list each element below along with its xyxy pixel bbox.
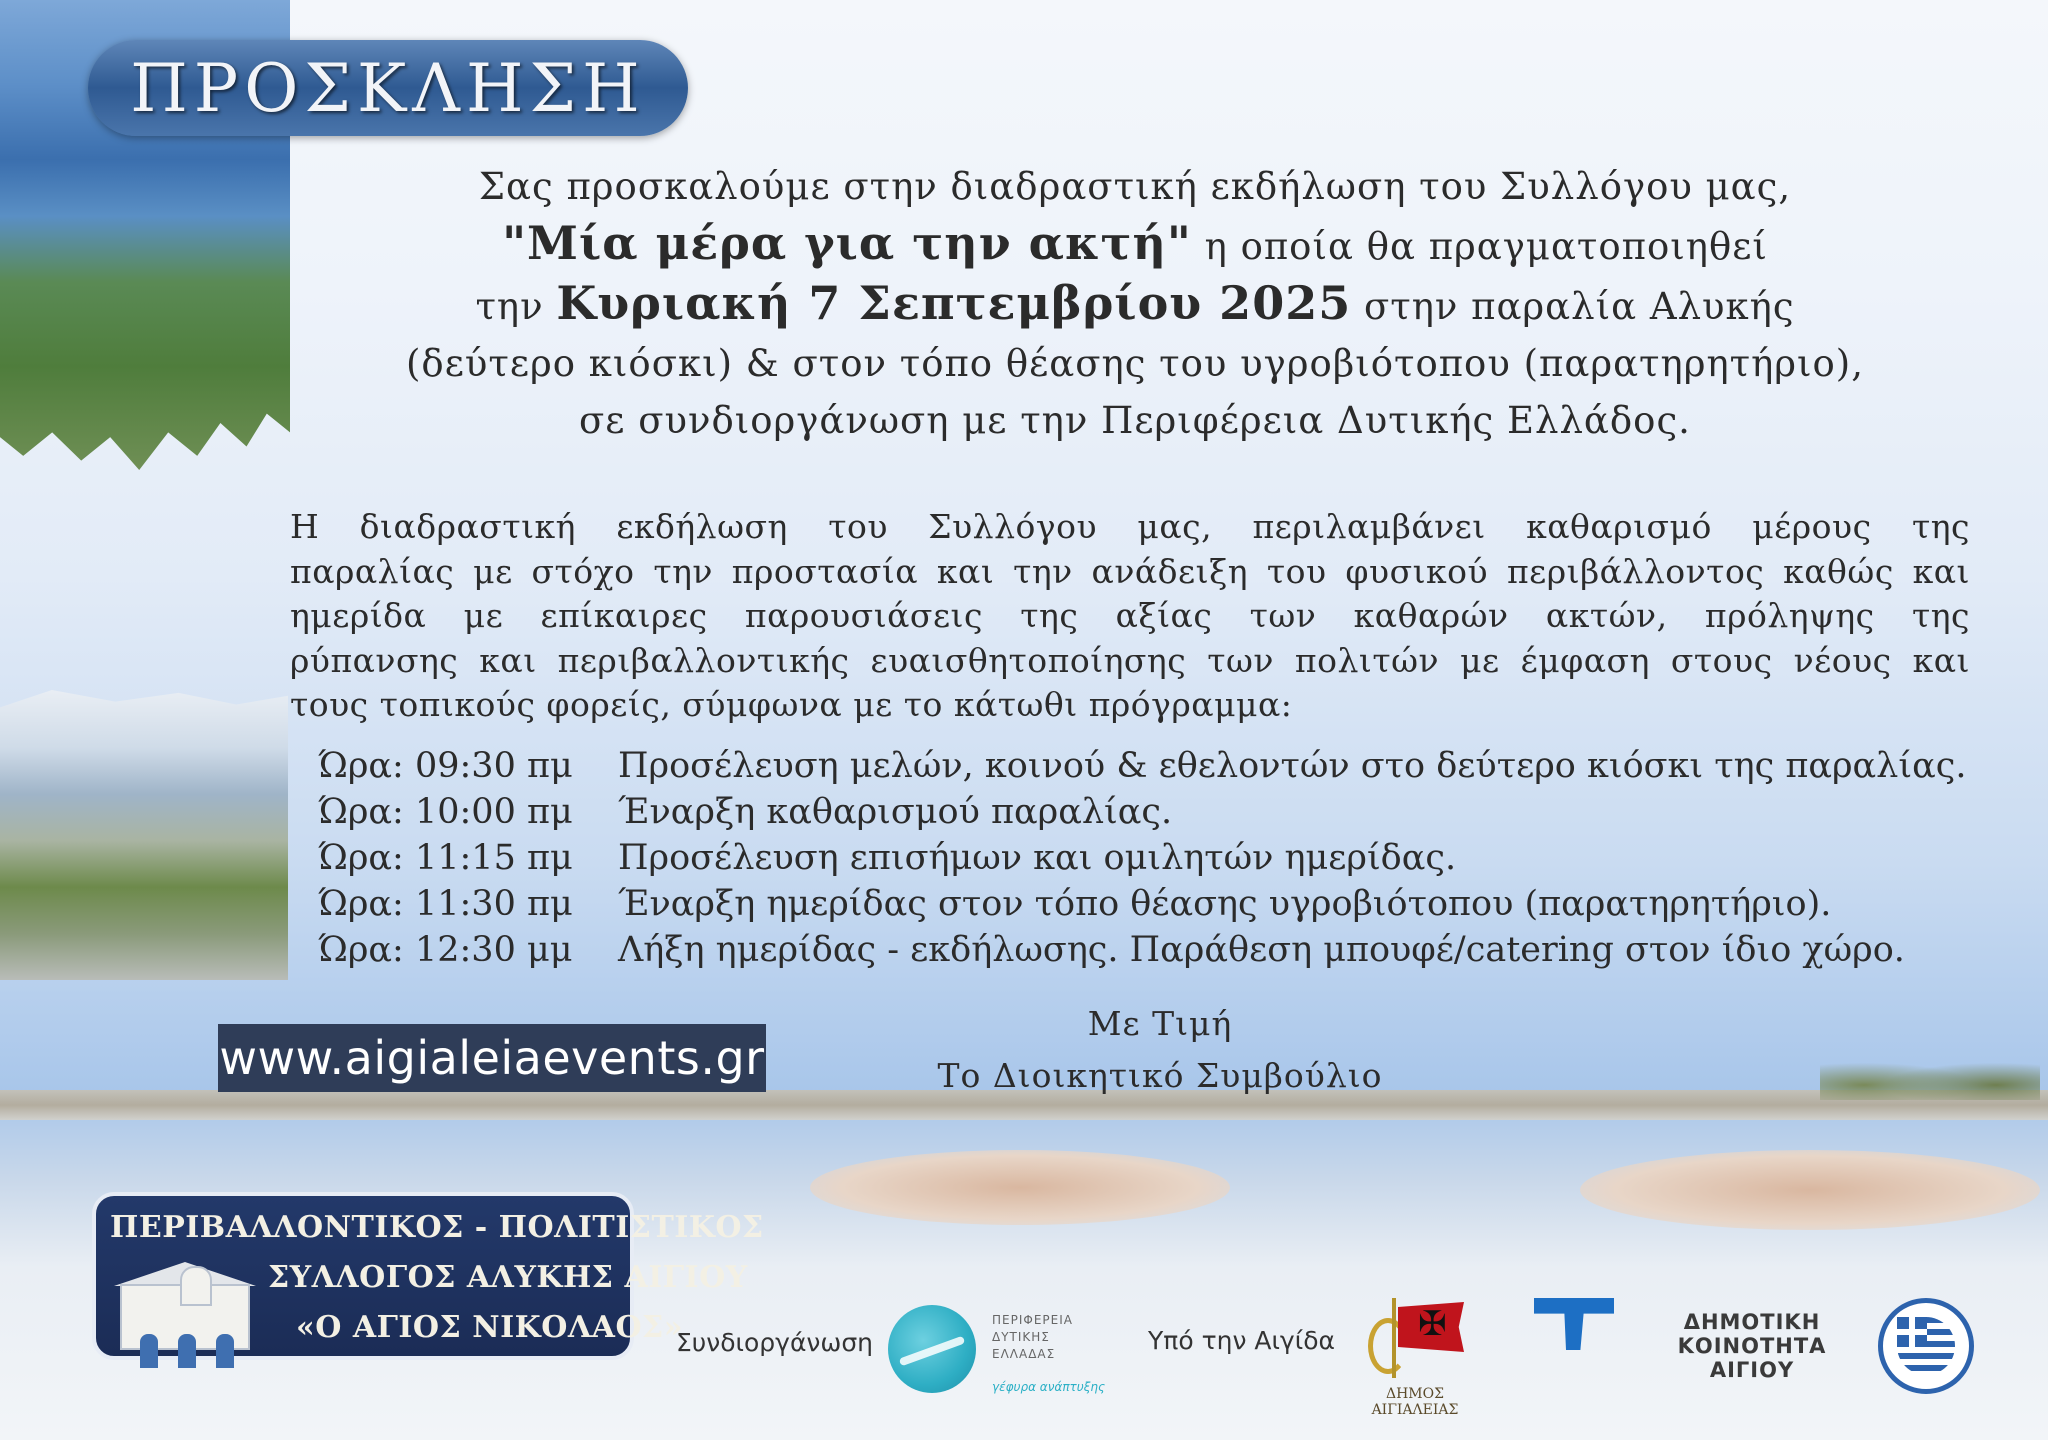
association-line-2: ΣΥΛΛΟΓΟΣ ΑΛΥΚΗΣ ΑΙΓΙΟΥ xyxy=(268,1260,748,1295)
municipality-name xyxy=(1350,1386,1480,1418)
wetland-walkway-photo xyxy=(0,690,288,980)
description-line: τους τοπικούς φορείς, σύμφωνα με το κάτωθι πρόγραμμα: xyxy=(290,685,1293,724)
description-line: ημερίδα με επίκαιρες παρουσιάσεις της αξίας των καθαρών ακτών, πρόληψης της xyxy=(290,596,1970,635)
region-western-greece-logo-icon xyxy=(888,1305,976,1393)
aegis-label: Υπό την Αιγίδα xyxy=(1148,1326,1335,1355)
event-name: "Μία μέρα για την ακτή" xyxy=(502,216,1192,270)
event-date: Κυριακή 7 Σεπτεμβρίου 2025 xyxy=(556,276,1352,330)
schedule-time: Ώρα: 10:00 πμ xyxy=(318,792,573,832)
intro-line-5: σε συνδιοργάνωση με την Περιφέρεια Δυτικής Ελλάδος. xyxy=(579,399,1691,442)
schedule-time: Ώρα: 09:30 πμ xyxy=(318,746,573,786)
municipality-line-2: ΑΙΓΙΑΛΕΙΑΣ xyxy=(1371,1402,1459,1418)
community-line-2: ΚΟΙΝΟΤΗΤΑ xyxy=(1677,1334,1827,1358)
intro-line-2-rest: η οποία θα πραγματοποιηθεί xyxy=(1191,225,1768,268)
schedule-row xyxy=(318,881,2018,927)
schedule-desc: Έναρξη ημερίδας στον τόπο θέασης υγροβιότοπου (παρατηρητήριο). xyxy=(618,884,1832,924)
schedule-time: Ώρα: 11:30 πμ xyxy=(318,884,573,924)
schedule-row xyxy=(318,835,2018,881)
schedule-desc: Λήξη ημερίδας - εκδήλωσης. Παράθεση μπουφέ/catering στον ίδιο χώρο. xyxy=(618,930,1905,970)
schedule-time: Ώρα: 11:15 πμ xyxy=(318,838,573,878)
intro-line-3 xyxy=(295,275,1975,335)
region-logo-text xyxy=(992,1312,1073,1363)
intro-line-2 xyxy=(295,215,1975,275)
intro-line-4: (δεύτερο κιόσκι) & στον τόπο θέασης του υγροβιότοπου (παρατηρητήριο), xyxy=(406,342,1864,385)
website-link[interactable]: www.aigialeiaevents.gr xyxy=(218,1024,766,1092)
schedule-row xyxy=(318,927,2018,973)
municipality-emblem-icon xyxy=(1362,1298,1472,1378)
flamingo-island-right xyxy=(1580,1150,2040,1230)
intro-text xyxy=(295,158,1975,449)
description-line: ρύπανσης και περιβαλλοντικής ευαισθητοποίησης των πολιτών με έμφαση στους νέους και xyxy=(290,640,1970,680)
association-line-3: «Ο ΑΓΙΟΣ ΝΙΚΟΛΑΟΣ» xyxy=(296,1310,684,1345)
signoff xyxy=(830,998,1490,1102)
co-organization-label: Συνδιοργάνωση xyxy=(676,1328,874,1357)
description-line: παραλίας με στόχο την προστασία και την ανάδειξη του φυσικού περιβάλλοντος καθώς και xyxy=(290,551,1970,591)
region-line-3: ΕΛΛΑΔΑΣ xyxy=(992,1347,1056,1361)
community-line-3: ΑΙΓΙΟΥ xyxy=(1709,1358,1795,1382)
description-paragraph xyxy=(290,505,1970,728)
schedule-row xyxy=(318,743,2018,789)
page-title: ΠΡΟΣΚΛΗΣΗ xyxy=(130,49,646,127)
region-line-1: ΠΕΡΙΦΕΡΕΙΑ xyxy=(992,1313,1073,1327)
schedule-desc: Προσέλευση επισήμων και ομιλητών ημερίδας. xyxy=(618,838,1457,878)
intro-line-3-pre: την xyxy=(475,285,557,328)
description-line: Η διαδραστική εκδήλωση του Συλλόγου μας, περιλαμβάνει καθαρισμό μέρους της xyxy=(290,507,1970,546)
association-line-1: ΠΕΡΙΒΑΛΛΟΝΤΙΚΟΣ - ΠΟΛΙΤΙΣΤΙΚΟΣ xyxy=(110,1210,764,1245)
community-line-1: ΔΗΜΟΤΙΚΗ xyxy=(1683,1310,1821,1334)
church-icon xyxy=(110,1254,260,1350)
association-logo xyxy=(92,1192,764,1360)
flamingo-island-left xyxy=(810,1150,1230,1225)
schedule-desc: Έναρξη καθαρισμού παραλίας. xyxy=(618,792,1173,832)
municipality-line-1: ΔΗΜΟΣ xyxy=(1385,1386,1445,1402)
intro-line-1: Σας προσκαλούμε στην διαδραστική εκδήλωση του Συλλόγου μας, xyxy=(478,165,1792,208)
schedule-desc: Προσέλευση μελών, κοινού & εθελοντών στο δεύτερο κιόσκι της παραλίας. xyxy=(618,746,1967,786)
signoff-signature: Το Διοικητικό Συμβούλιο xyxy=(937,1056,1383,1095)
schedule-list xyxy=(318,743,2018,973)
title-banner xyxy=(88,40,688,136)
schedule-row xyxy=(318,789,2018,835)
schedule-time: Ώρα: 12:30 μμ xyxy=(318,930,573,970)
intro-line-3-post: στην παραλία Αλυκής xyxy=(1351,285,1795,328)
region-tagline: γέφυρα ανάπτυξης xyxy=(992,1380,1106,1394)
signoff-greeting: Με Τιμή xyxy=(1087,1004,1233,1043)
community-logo-text xyxy=(1652,1310,1852,1382)
region-line-2: ΔΥΤΙΚΗΣ xyxy=(992,1330,1050,1344)
lighthouse-logo-icon xyxy=(1528,1298,1620,1418)
greek-flag-seal-icon xyxy=(1878,1298,1974,1394)
distant-trees xyxy=(1820,1050,2040,1100)
